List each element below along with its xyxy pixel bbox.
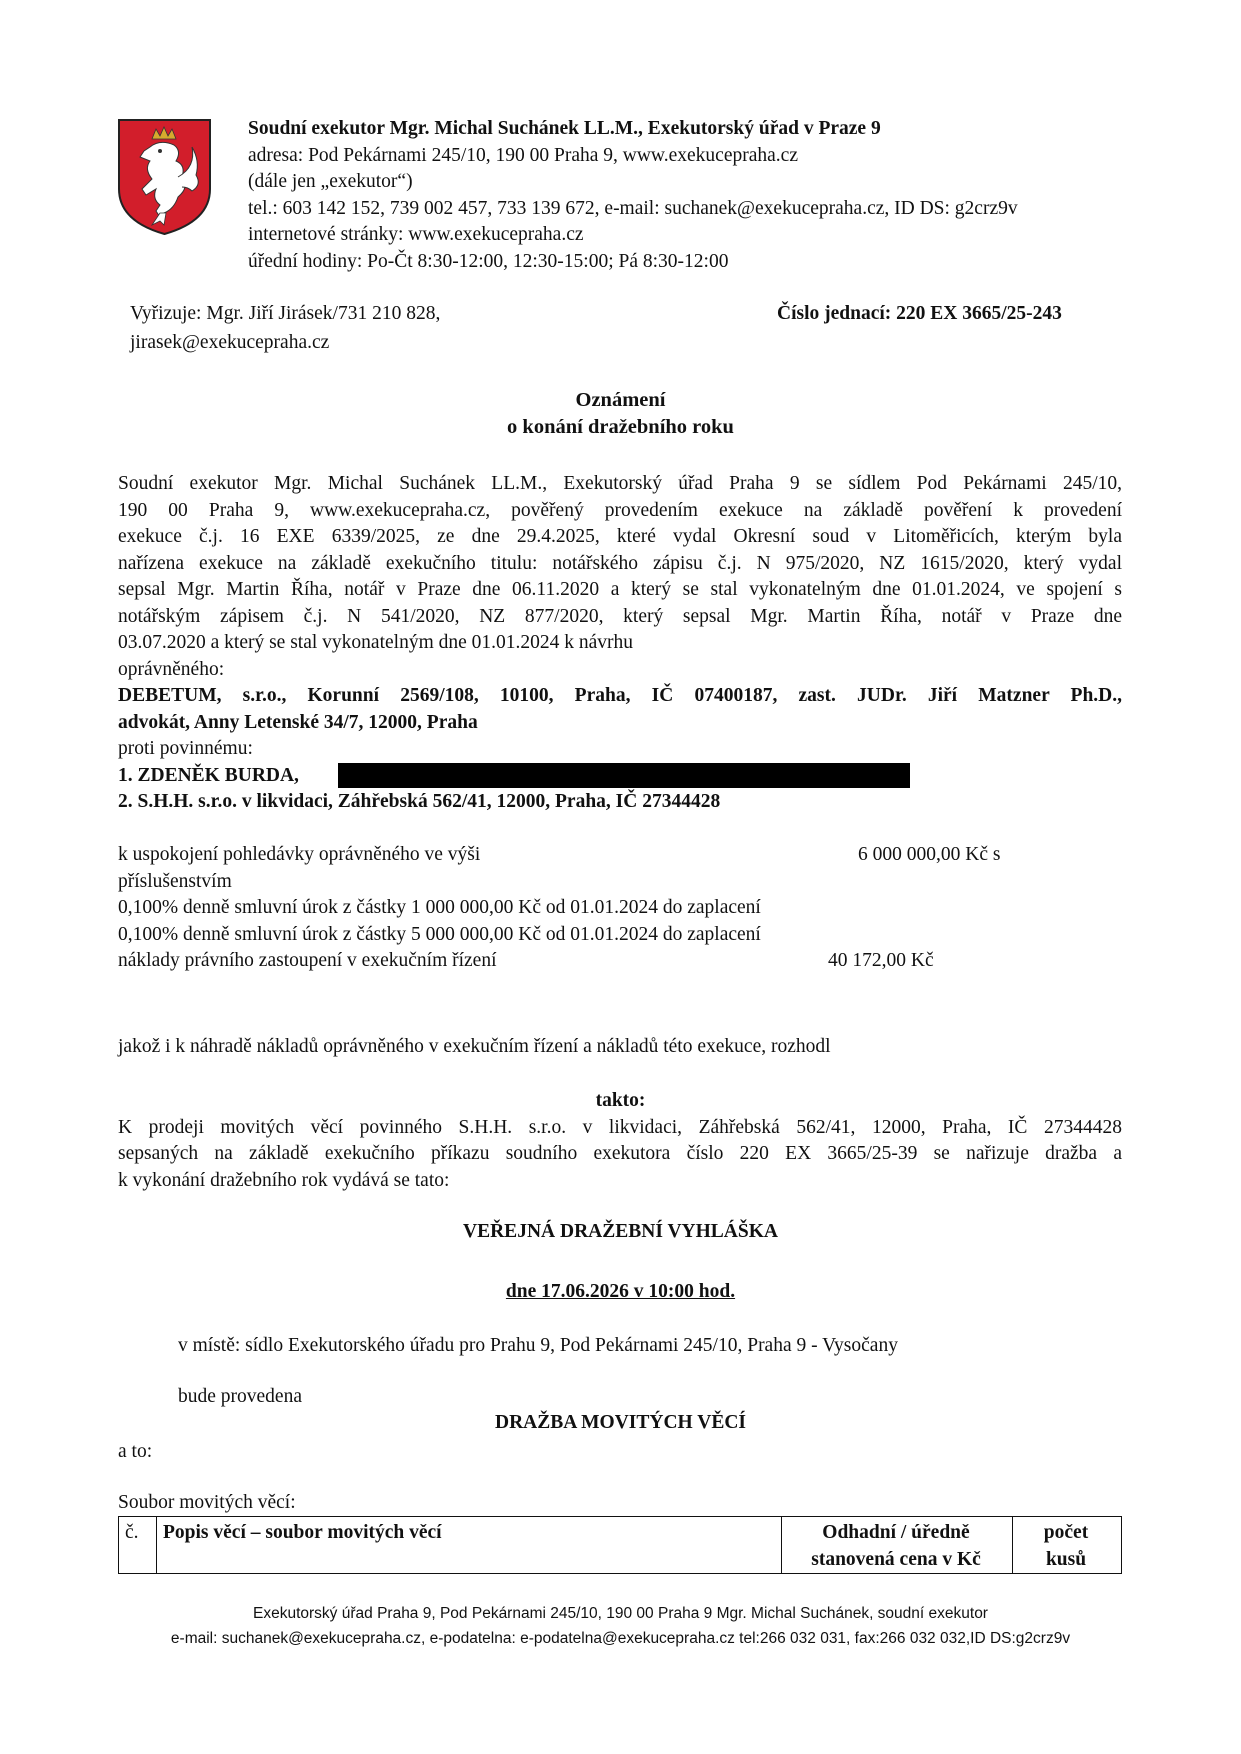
office-address: adresa: Pod Pekárnami 245/10, 190 00 Praha 9, www.exekucepraha.cz xyxy=(248,144,798,166)
claim-line: náklady právního zastoupení v exekučním řízení xyxy=(118,950,497,971)
decision-line: K prodeji movitých věcí povinného S.H.H. s.r.o. v likvidaci, Záhřebská 562/41, 12000, Praha, IČ 27344428 xyxy=(118,1116,1122,1138)
table-header-row xyxy=(119,1517,1122,1574)
handler-email: jirasek@exekucepraha.cz xyxy=(130,332,330,353)
auction-heading: VEŘEJNÁ DRAŽEBNÍ VYHLÁŠKA xyxy=(463,1221,778,1242)
coat-of-arms-logo xyxy=(116,117,213,236)
debtors-label: proti povinnému: xyxy=(118,738,253,759)
intro-line: 03.07.2020 a který se stal vykonatelným dne 01.01.2024 k návrhu xyxy=(118,632,634,653)
col-quantity-header-line2: kusů xyxy=(1045,1549,1087,1570)
col-price-header xyxy=(782,1517,1013,1574)
creditor-attorney: advokát, Anny Letenské 34/7, 12000, Praha xyxy=(118,711,478,733)
reference-number: Číslo jednací: 220 EX 3665/25-243 xyxy=(777,303,1062,324)
debtor-1: 1. ZDENĚK BURDA, xyxy=(118,764,299,786)
office-title: Soudní exekutor Mgr. Michal Suchánek LL.M., Exekutorský úřad v Praze 9 xyxy=(248,118,881,139)
auction-place: v místě: sídlo Exekutorského úřadu pro Prahu 9, Pod Pekárnami 245/10, Praha 9 - Vysočany xyxy=(178,1335,898,1356)
col-price-header-line1: Odhadní / úředně xyxy=(822,1522,970,1543)
intro-line: nařízena exekuce na základě exekučního titulu: notářského zápisu č.j. N 975/2020, NZ 1615/2020, který vydal xyxy=(118,552,1122,574)
office-hours: úřední hodiny: Po-Čt 8:30-12:00, 12:30-15:00; Pá 8:30-12:00 xyxy=(248,250,729,272)
items-set-label: Soubor movitých věcí: xyxy=(118,1492,296,1513)
document-subtitle: o konání dražebního roku xyxy=(507,416,734,438)
office-web: internetové stránky: www.exekucepraha.cz xyxy=(248,224,584,245)
intro-line: Soudní exekutor Mgr. Michal Suchánek LL.M., Exekutorský úřad Praha 9 se sídlem Pod Pekárnami 245/10, xyxy=(118,473,1122,494)
office-alias: (dále jen „exekutor“) xyxy=(248,171,413,192)
items-table xyxy=(118,1516,1122,1574)
debtor-2: 2. S.H.H. s.r.o. v likvidaci, Záhřebská 562/41, 12000, Praha, IČ 27344428 xyxy=(118,791,721,812)
claim-interest: 0,100% denně smluvní úrok z částky 5 000 000,00 Kč od 01.01.2024 do zaplacení xyxy=(118,923,761,945)
footer-contact: e-mail: suchanek@exekucepraha.cz, e-podatelna: e-podatelna@exekucepraha.cz tel:266 032 031, fax:266 032 032,ID DS:g2crz9v xyxy=(170,1630,1071,1647)
decision-heading: takto: xyxy=(595,1090,646,1111)
claim-line: příslušenstvím xyxy=(118,870,232,892)
intro-line: exekuce č.j. 16 EXE 6339/2025, ze dne 29.4.2025, které vydal Okresní soud v Litoměřicích, kterým byla xyxy=(118,526,1122,547)
col-quantity-header-line1: počet xyxy=(1043,1522,1089,1543)
creditor-label: oprávněného: xyxy=(118,658,225,680)
claim-line: k uspokojení pohledávky oprávněného ve výši xyxy=(118,844,481,865)
footer-office: Exekutorský úřad Praha 9, Pod Pekárnami 245/10, 190 00 Praha 9 Mgr. Michal Suchánek, soudní exekutor xyxy=(253,1605,988,1622)
col-quantity-header xyxy=(1013,1517,1122,1574)
col-price-header-line2: stanovená cena v Kč xyxy=(811,1549,981,1570)
creditor-name: DEBETUM, s.r.o., Korunní 2569/108, 10100, Praha, IČ 07400187, zast. JUDr. Jiří Matzner Ph.D., xyxy=(118,685,1122,706)
claim-amount: 40 172,00 Kč xyxy=(828,950,934,971)
decision-line: k vykonání dražebního rok vydává se tato: xyxy=(118,1169,450,1191)
col-number-header: č. xyxy=(119,1517,157,1574)
col-description-header: Popis věcí – soubor movitých věcí xyxy=(157,1517,782,1574)
redaction-bar xyxy=(338,763,910,788)
decision-line: sepsaných na základě exekučního příkazu soudního exekutora číslo 220 EX 3665/25-39 se nařizuje dražba a xyxy=(118,1143,1122,1164)
office-contact: tel.: 603 142 152, 739 002 457, 733 139 672, e-mail: suchanek@exekucepraha.cz, ID DS: g2crz9v xyxy=(248,197,1018,219)
claim-interest: 0,100% denně smluvní úrok z částky 1 000 000,00 Kč od 01.01.2024 do zaplacení xyxy=(118,897,761,918)
auction-date: dne 17.06.2026 v 10:00 hod. xyxy=(505,1281,736,1302)
handler-line: Vyřizuje: Mgr. Jiří Jirásek/731 210 828, xyxy=(130,303,441,324)
auction-type: DRAŽBA MOVITÝCH VĚCÍ xyxy=(494,1412,746,1433)
intro-line: notářským zápisem č.j. N 541/2020, NZ 877/2020, který sepsal Mgr. Martin Říha, notář v Praze dne xyxy=(118,605,1122,627)
costs-text: jakož i k náhradě nákladů oprávněného v exekučním řízení a nákladů této exekuce, rozhodl xyxy=(118,1036,831,1057)
document-title: Oznámení xyxy=(575,389,666,411)
intro-line: sepsal Mgr. Martin Říha, notář v Praze dne 06.11.2020 a který se stal vykonatelným dne 01.01.2024, ve spojení s xyxy=(118,579,1122,600)
auction-conducted: bude provedena xyxy=(178,1386,302,1407)
intro-line: 190 00 Praha 9, www.exekucepraha.cz, pověřený provedením exekuce na základě pověření k provedení xyxy=(118,499,1122,521)
claim-amount: 6 000 000,00 Kč s xyxy=(858,844,1001,865)
auction-and: a to: xyxy=(118,1441,153,1462)
